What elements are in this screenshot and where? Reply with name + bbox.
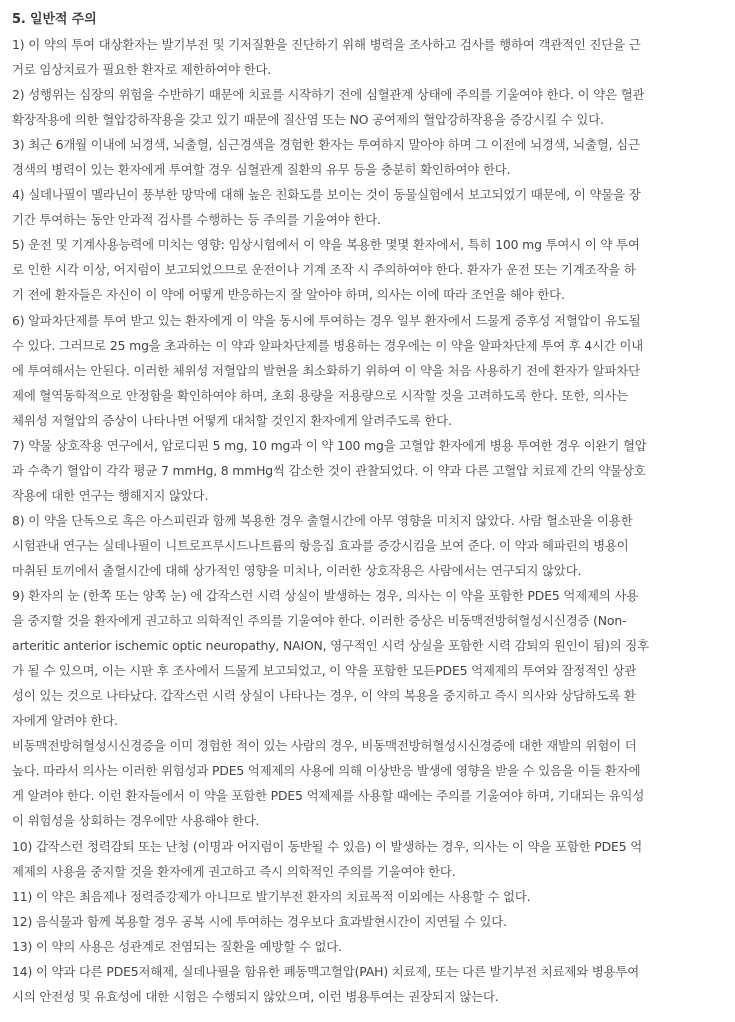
text-line: 시험관내 연구는 실데나필이 니트로프루시드나트륨의 항응집 효과를 증강시킴을 보여 준다. 이 약과 헤파린의 병용이 [12,537,629,553]
text-line: 을 중지할 것을 환자에게 권고하고 의학적인 주의를 기울여야 한다. 이러한 증상은 비동맥전방허혈성시신경증 (Non- [12,613,627,629]
text-line: 거로 임상치료가 필요한 환자로 제한하여야 한다. [12,62,272,78]
text-line: 3) 최근 6개월 이내에 뇌경색, 뇌출혈, 심근경색을 경험한 환자는 투여하지 말아야 하며 그 이전에 뇌경색, 뇌출혈, 심근 [12,137,640,153]
text-line: 수 있다. 그러므로 25 mg을 초과하는 이 약과 알파차단제를 병용하는 경우에는 이 약을 알파차단제 투여 후 4시간 이내 [12,337,644,353]
text-line: 기 전에 환자들은 자신이 이 약에 어떻게 반응하는지 잘 알아야 하며, 의사는 이에 따라 조언을 해야 한다. [12,287,565,303]
text-line: 14) 이 약과 다른 PDE5저해제, 실데나필을 함유한 폐동맥고혈압(PAH) 치료제, 또는 다른 발기부전 치료제와 병용투여 [12,963,640,979]
text-line: 1) 이 약의 투여 대상환자는 발기부전 및 기저질환을 진단하기 위해 병력을 조사하고 검사를 행하여 객관적인 진단을 근 [12,37,641,52]
text-line: 13) 이 약의 사용은 성관계로 전염되는 질환을 예방할 수 없다. [12,938,342,954]
text-line: 확장작용에 의한 혈압강하작용을 갖고 있기 때문에 질산염 또는 NO 공여제의 혈압강하작용을 증강시킬 수 있다. [12,112,604,128]
text-line: 높다. 따라서 의사는 이러한 위험성과 PDE5 억제제의 사용에 의해 이상반응 발생에 영향을 받을 수 있음을 이들 환자에 [12,763,641,779]
text-line: 체위성 저혈압의 증상이 나타나면 어떻게 대처할 것인지 환자에게 알려주도록 한다. [12,412,452,428]
text-line: 기간 투여하는 동안 안과적 검사를 수행하는 등 주의를 기울여야 한다. [12,212,381,228]
text-line: 경색의 병력이 있는 환자에게 투여할 경우 심혈관계 질환의 유무 등을 충분히 확인하여야 한다. [12,162,511,178]
text-line: 이 위험성을 상회하는 경우에만 사용해야 한다. [12,813,260,829]
text-line: arteritic anterior ischemic optic neuropathy, NAION, 영구적인 시력 상실을 포함한 시력 감퇴의 원인이 됨)의 징후 [12,638,649,654]
text-line: 12) 음식물과 함께 복용할 경우 공복 시에 투여하는 경우보다 효과발현시간이 지연될 수 있다. [12,913,507,929]
text-line: 로 인한 시각 이상, 어지럼이 보고되었으므로 운전이나 기계 조작 시 주의하여야 한다. 환자가 운전 또는 기계조작을 하 [12,262,636,278]
text-line: 10) 갑작스런 청력감퇴 또는 난청 (이명과 어지럼이 동반될 수 있음) 이 발생하는 경우, 의사는 이 약을 포함한 PDE5 억 [12,838,643,854]
text-line: 게 알려야 한다. 이런 환자들에서 이 약을 포함한 PDE5 억제제를 사용할 때에는 주의를 기울여야 하며, 기대되는 유익성 [12,788,645,804]
text-line: 마취된 토끼에서 출혈시간에 대해 상가적인 영향을 미치나, 이러한 상호작용은 사람에서는 연구되지 않았다. [12,562,582,578]
text-line: 8) 이 약을 단독으로 혹은 아스피린과 함께 복용한 경우 출혈시간에 아무 영향을 미치지 않았다. 사람 혈소판을 이용한 [12,512,633,528]
text-line: 4) 실데나필이 멜라닌이 풍부한 망막에 대해 높은 친화도를 보이는 것이 동물실험에서 보고되었기 때문에, 이 약물을 장 [12,187,641,203]
text-line: 시의 안전성 및 유효성에 대한 시험은 수행되지 않았으며, 이런 병용투여는 권장되지 않는다. [12,988,499,1004]
text-line: 에 투여해서는 안된다. 이러한 체위성 저혈압의 발현을 최소화하기 위하여 이 약을 처음 사용하기 전에 환자가 알파차단 [12,362,640,378]
text-line: 제에 혈역동학적으로 안정함을 확인하여야 하며, 초회 용량을 저용량으로 시작할 것을 고려하도록 한다. 또한, 의사는 [12,387,629,403]
section-heading: 5. 일반적 주의 [12,12,97,27]
section-body [12,32,724,1009]
text-line: 비동맥전방허혈성시신경증을 이미 경험한 적이 있는 사람의 경우, 비동맥전방허혈성시신경증에 대한 재발의 위험이 더 [12,738,637,754]
document-section [12,7,724,1009]
text-line: 2) 성행위는 심장의 위험을 수반하기 때문에 치료를 시작하기 전에 심혈관계 상태에 주의를 기울여야 한다. 이 약은 혈관 [12,87,645,103]
text-line: 5) 운전 및 기계사용능력에 미치는 영향: 임상시험에서 이 약을 복용한 몇몇 환자에서, 특히 100 mg 투여시 이 약 투여 [12,237,640,253]
text-line: 7) 약물 상호작용 연구에서, 암로디핀 5 mg, 10 mg과 이 약 100 mg을 고혈압 환자에게 병용 투여한 경우 이완기 혈압 [12,437,647,453]
text-line: 작용에 대한 연구는 행해지지 않았다. [12,487,209,503]
text-line: 9) 환자의 눈 (한쪽 또는 양쪽 눈) 에 갑작스런 시력 상실이 발생하는 경우, 의사는 이 약을 포함한 PDE5 억제제의 사용 [12,588,639,604]
text-line: 성이 있는 것으로 나타났다. 갑작스런 시력 상실이 나타나는 경우, 이 약의 복용을 중지하고 즉시 의사와 상담하도록 환 [12,688,636,704]
text-line: 11) 이 약은 최음제나 정력증강제가 아니므로 발기부전 환자의 치료목적 이외에는 사용할 수 없다. [12,888,531,904]
text-line: 자에게 알려야 한다. [12,713,118,729]
text-line: 6) 알파차단제를 투여 받고 있는 환자에게 이 약을 동시에 투여하는 경우 일부 환자에서 드물게 증후성 저혈압이 유도될 [12,312,641,328]
text-line: 과 수축기 혈압이 각각 평균 7 mmHg, 8 mmHg씩 감소한 것이 관찰되었다. 이 약과 다른 고혈압 치료제 간의 약물상호 [12,462,646,478]
text-line: 제제의 사용을 중지할 것을 환자에게 권고하고 즉시 의학적인 주의를 기울여야 한다. [12,863,456,879]
text-line: 가 될 수 있으며, 이는 시판 후 조사에서 드물게 보고되었고, 이 약을 포함한 모든PDE5 억제제의 투여와 잠정적인 상관 [12,663,637,679]
